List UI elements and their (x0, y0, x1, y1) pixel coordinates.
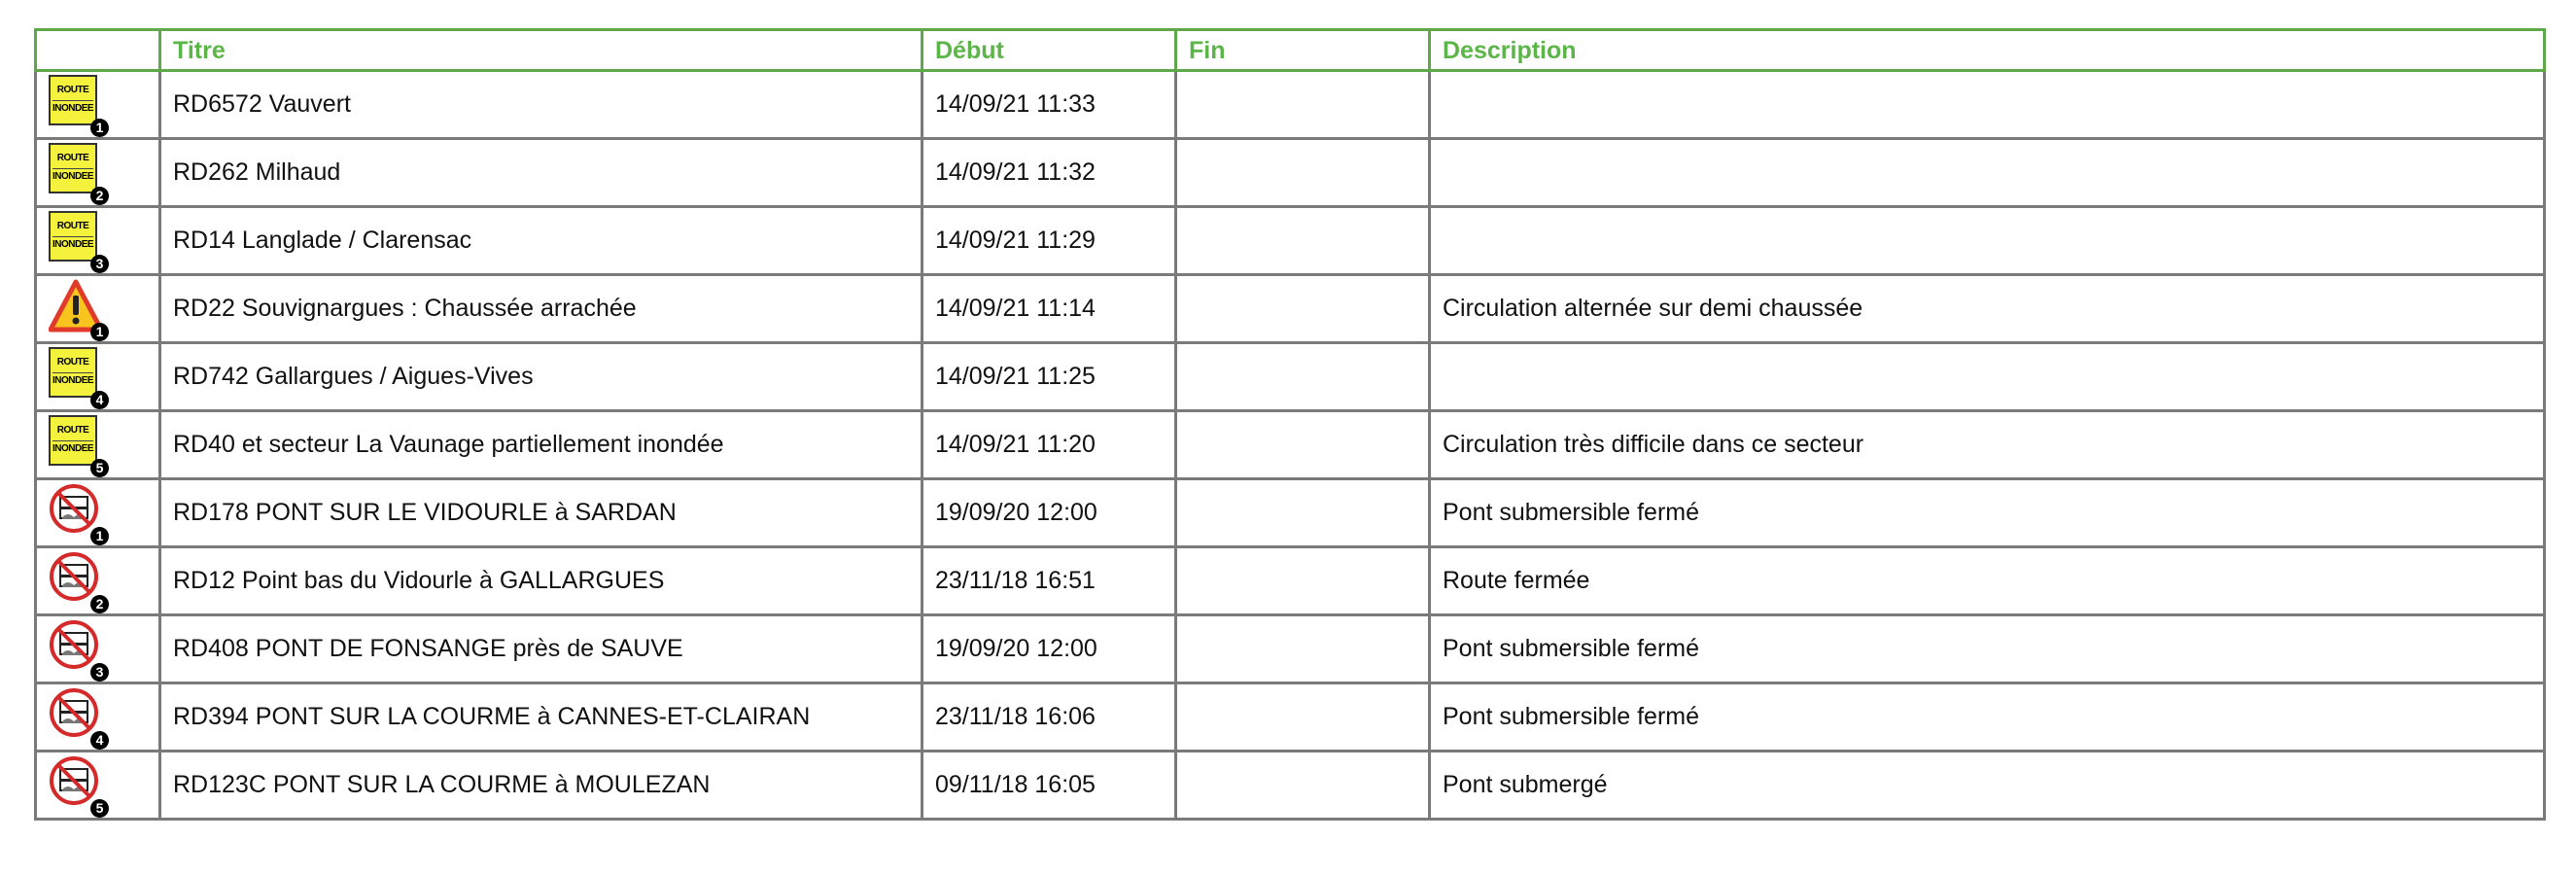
row-title: RD742 Gallargues / Aigues-Vives (160, 343, 922, 411)
route-inondee-sign-icon (49, 143, 111, 205)
row-end (1176, 71, 1430, 139)
table-row[interactable] (36, 343, 2545, 411)
flood-sign-plate (49, 75, 97, 125)
header-start[interactable]: Début (922, 30, 1176, 71)
flood-sign-line2: INONDEE (52, 171, 94, 182)
row-end (1176, 615, 1430, 683)
table-body (36, 71, 2545, 820)
warning-triangle-icon (49, 279, 111, 341)
row-icon-cell (36, 411, 160, 479)
row-description: Pont submersible fermé (1430, 683, 2545, 752)
header-title[interactable]: Titre (160, 30, 922, 71)
table-row[interactable] (36, 275, 2545, 343)
flood-sign-line1: ROUTE (56, 221, 89, 231)
row-end (1176, 207, 1430, 275)
flood-sign-line2: INONDEE (52, 443, 94, 454)
icon-number-badge: 3 (90, 663, 109, 682)
table-row[interactable] (36, 207, 2545, 275)
closed-bridge-icon (49, 551, 111, 613)
row-title: RD6572 Vauvert (160, 71, 922, 139)
icon-number-badge: 4 (90, 731, 109, 750)
row-end (1176, 275, 1430, 343)
events-table (34, 28, 2546, 821)
route-inondee-sign-icon (49, 415, 111, 477)
route-inondee-sign-icon (49, 347, 111, 409)
row-start: 14/09/21 11:33 (922, 71, 1176, 139)
closed-bridge-icon (49, 687, 111, 750)
flood-sign-plate (49, 415, 97, 466)
icon-number-badge: 2 (90, 595, 109, 613)
row-title: RD262 Milhaud (160, 139, 922, 207)
row-description (1430, 207, 2545, 275)
icon-number-badge: 2 (90, 187, 109, 205)
row-start: 14/09/21 11:29 (922, 207, 1176, 275)
row-icon-cell (36, 71, 160, 139)
row-start: 14/09/21 11:25 (922, 343, 1176, 411)
row-end (1176, 343, 1430, 411)
table-row[interactable] (36, 547, 2545, 615)
row-description: Circulation très difficile dans ce secteur (1430, 411, 2545, 479)
table-row[interactable] (36, 411, 2545, 479)
icon-number-badge: 1 (90, 323, 109, 341)
row-icon-cell (36, 683, 160, 752)
row-end (1176, 683, 1430, 752)
flood-sign-line1: ROUTE (56, 85, 89, 95)
row-start: 23/11/18 16:06 (922, 683, 1176, 752)
flood-sign-line1: ROUTE (56, 357, 89, 368)
row-title: RD40 et secteur La Vaunage partiellement inondée (160, 411, 922, 479)
table-row[interactable] (36, 71, 2545, 139)
flood-sign-plate (49, 347, 97, 398)
row-description: Pont submersible fermé (1430, 615, 2545, 683)
row-description (1430, 343, 2545, 411)
row-description: Pont submergé (1430, 752, 2545, 820)
closed-bridge-icon (49, 755, 111, 818)
table-row[interactable] (36, 479, 2545, 547)
flood-sign-line1: ROUTE (56, 425, 89, 436)
row-description (1430, 139, 2545, 207)
route-inondee-sign-icon (49, 211, 111, 273)
row-title: RD408 PONT DE FONSANGE près de SAUVE (160, 615, 922, 683)
row-description (1430, 71, 2545, 139)
closed-bridge-icon (49, 483, 111, 545)
row-title: RD14 Langlade / Clarensac (160, 207, 922, 275)
row-start: 14/09/21 11:14 (922, 275, 1176, 343)
flood-sign-line2: INONDEE (52, 375, 94, 386)
row-end (1176, 752, 1430, 820)
table-row[interactable] (36, 139, 2545, 207)
row-end (1176, 139, 1430, 207)
row-title: RD394 PONT SUR LA COURME à CANNES-ET-CLAIRAN (160, 683, 922, 752)
flood-sign-plate (49, 211, 97, 262)
row-title: RD22 Souvignargues : Chaussée arrachée (160, 275, 922, 343)
icon-number-badge: 1 (90, 527, 109, 545)
header-icon (36, 30, 160, 71)
row-start: 14/09/21 11:20 (922, 411, 1176, 479)
table-row[interactable] (36, 615, 2545, 683)
row-description: Route fermée (1430, 547, 2545, 615)
row-icon-cell (36, 752, 160, 820)
row-description: Circulation alternée sur demi chaussée (1430, 275, 2545, 343)
closed-bridge-icon (49, 619, 111, 682)
route-inondee-sign-icon (49, 75, 111, 137)
icon-number-badge: 5 (90, 459, 109, 477)
table-header-row (36, 30, 2545, 71)
row-icon-cell (36, 547, 160, 615)
flood-sign-plate (49, 143, 97, 193)
table-row[interactable] (36, 752, 2545, 820)
row-icon-cell (36, 139, 160, 207)
table-row[interactable] (36, 683, 2545, 752)
row-start: 19/09/20 12:00 (922, 615, 1176, 683)
row-end (1176, 479, 1430, 547)
header-end[interactable]: Fin (1176, 30, 1430, 71)
flood-sign-line2: INONDEE (52, 103, 94, 114)
row-end (1176, 411, 1430, 479)
row-start: 23/11/18 16:51 (922, 547, 1176, 615)
row-icon-cell (36, 479, 160, 547)
row-start: 09/11/18 16:05 (922, 752, 1176, 820)
row-start: 14/09/21 11:32 (922, 139, 1176, 207)
header-description[interactable]: Description (1430, 30, 2545, 71)
icon-number-badge: 5 (90, 799, 109, 818)
row-icon-cell (36, 207, 160, 275)
icon-number-badge: 4 (90, 391, 109, 409)
icon-number-badge: 3 (90, 255, 109, 273)
row-title: RD123C PONT SUR LA COURME à MOULEZAN (160, 752, 922, 820)
flood-sign-line2: INONDEE (52, 239, 94, 250)
row-description: Pont submersible fermé (1430, 479, 2545, 547)
row-icon-cell (36, 275, 160, 343)
row-icon-cell (36, 343, 160, 411)
row-start: 19/09/20 12:00 (922, 479, 1176, 547)
row-title: RD178 PONT SUR LE VIDOURLE à SARDAN (160, 479, 922, 547)
icon-number-badge: 1 (90, 119, 109, 137)
row-icon-cell (36, 615, 160, 683)
row-end (1176, 547, 1430, 615)
row-title: RD12 Point bas du Vidourle à GALLARGUES (160, 547, 922, 615)
flood-sign-line1: ROUTE (56, 153, 89, 163)
